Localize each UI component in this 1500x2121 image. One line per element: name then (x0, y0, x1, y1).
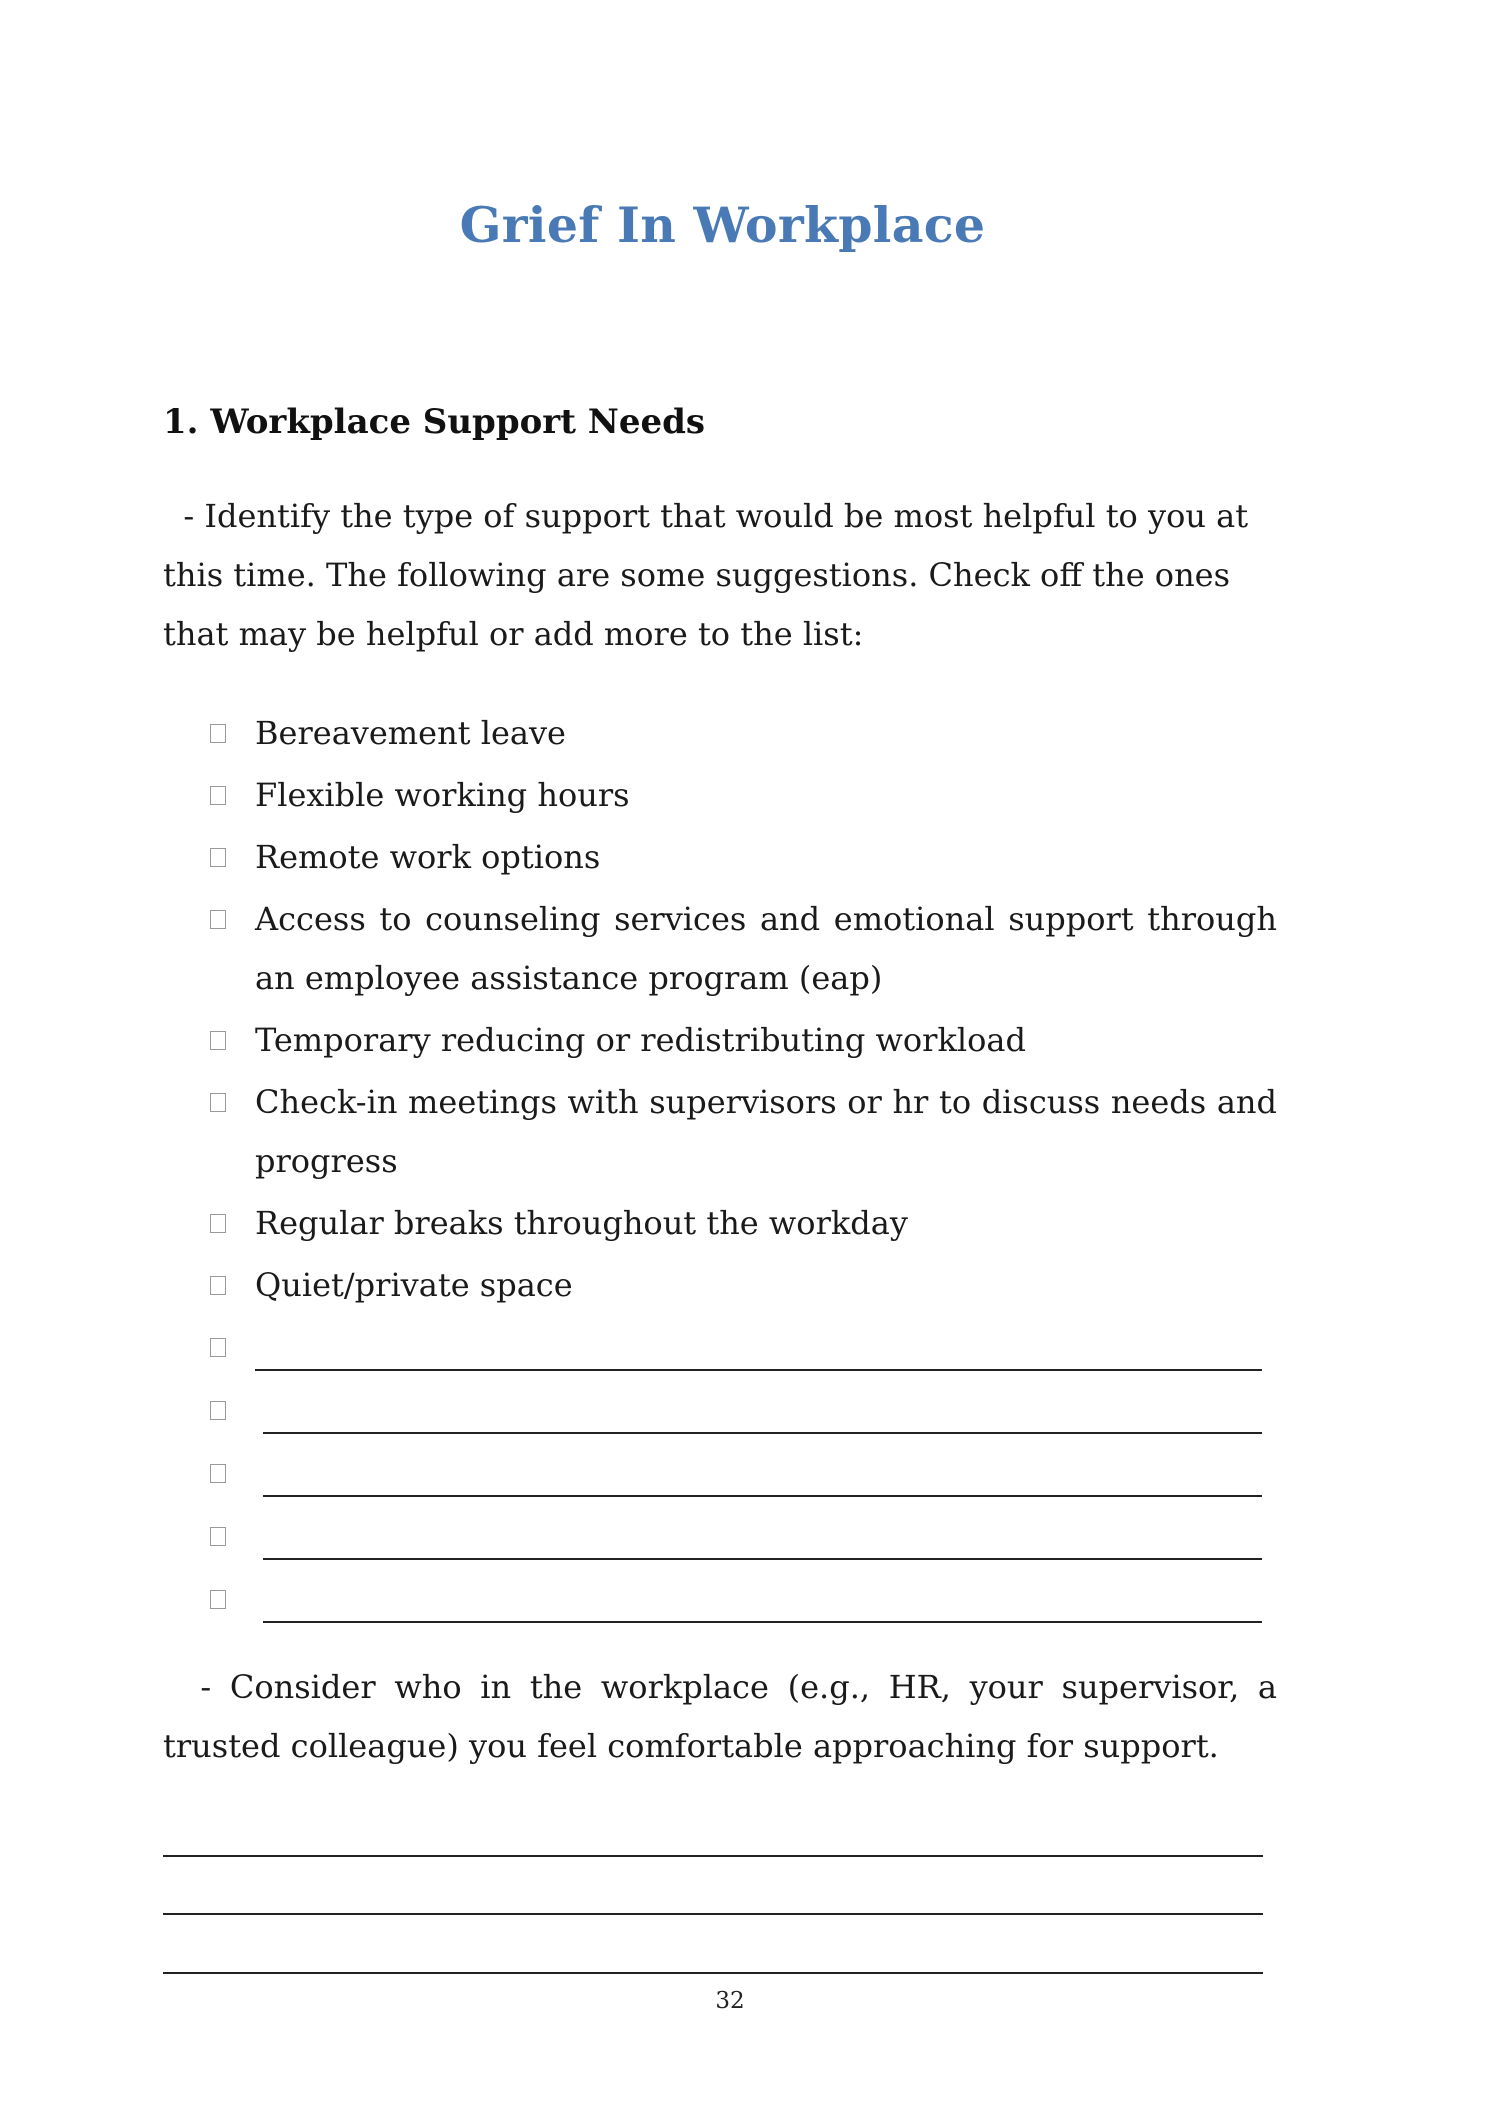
answer-line[interactable] (163, 1913, 1263, 1915)
checkbox[interactable] (210, 1276, 226, 1295)
page-number: 32 (715, 1988, 745, 2014)
write-in-line[interactable] (255, 1369, 1262, 1371)
checklist-item-counseling[interactable] (210, 890, 1277, 1008)
checklist-item-label: Quiet/private space (255, 1266, 573, 1304)
checklist-blank-item[interactable] (210, 1381, 1277, 1444)
checkbox[interactable] (210, 1527, 226, 1546)
checkbox[interactable] (210, 1464, 226, 1483)
checkbox[interactable] (210, 1590, 226, 1609)
checklist-item-label: Bereavement leave (255, 714, 566, 752)
section-heading: 1. Workplace Support Needs (163, 402, 705, 442)
write-in-line[interactable] (263, 1495, 1262, 1497)
checklist-item-label: Flexible working hours (255, 776, 630, 814)
answer-line[interactable] (163, 1855, 1263, 1857)
checklist-item-remote-work[interactable] (210, 828, 1277, 887)
checklist-item-label: Access to counseling services and emotional support through an employee assistance program (eap) (255, 900, 1277, 997)
checklist-item-label: Check-in meetings with supervisors or hr to discuss needs and progress (255, 1083, 1277, 1180)
checkbox[interactable] (210, 1093, 226, 1112)
support-checklist (210, 704, 1277, 1633)
checkbox[interactable] (210, 1031, 226, 1050)
checklist-item-label: Remote work options (255, 838, 601, 876)
intro-paragraph: - Identify the type of support that would be most helpful to you at this time. The following are some suggestions. Check off the ones that may be helpful or add more to the list: (163, 497, 1259, 653)
write-in-line[interactable] (263, 1432, 1262, 1434)
page-title: Grief In Workplace (459, 196, 986, 254)
checkbox[interactable] (210, 786, 226, 805)
checkbox[interactable] (210, 848, 226, 867)
checklist-item-label: Temporary reducing or redistributing workload (255, 1021, 1026, 1059)
checkbox[interactable] (210, 724, 226, 743)
answer-line[interactable] (163, 1972, 1263, 1974)
checklist-item-quiet-space[interactable] (210, 1256, 1277, 1315)
checklist-blank-item[interactable] (210, 1507, 1277, 1570)
write-in-line[interactable] (263, 1558, 1262, 1560)
write-in-line[interactable] (263, 1621, 1262, 1623)
checkbox[interactable] (210, 1401, 226, 1420)
checklist-item-label: Regular breaks throughout the workday (255, 1204, 908, 1242)
checklist-blank-item[interactable] (210, 1570, 1277, 1633)
checklist-item-flexible-hours[interactable] (210, 766, 1277, 825)
checkbox[interactable] (210, 1214, 226, 1233)
checkbox[interactable] (210, 1338, 226, 1357)
checklist-item-check-in-meetings[interactable] (210, 1073, 1277, 1191)
checklist-item-workload[interactable] (210, 1011, 1277, 1070)
checklist-item-regular-breaks[interactable] (210, 1194, 1277, 1253)
checklist-blank-item[interactable] (210, 1318, 1277, 1381)
checklist-blank-item[interactable] (210, 1444, 1277, 1507)
checkbox[interactable] (210, 910, 226, 929)
checklist-item-bereavement-leave[interactable] (210, 704, 1277, 763)
support-contact-paragraph: - Consider who in the workplace (e.g., HR, your supervisor, a trusted colleague) you feel comfortable approaching for support. (163, 1668, 1288, 1765)
